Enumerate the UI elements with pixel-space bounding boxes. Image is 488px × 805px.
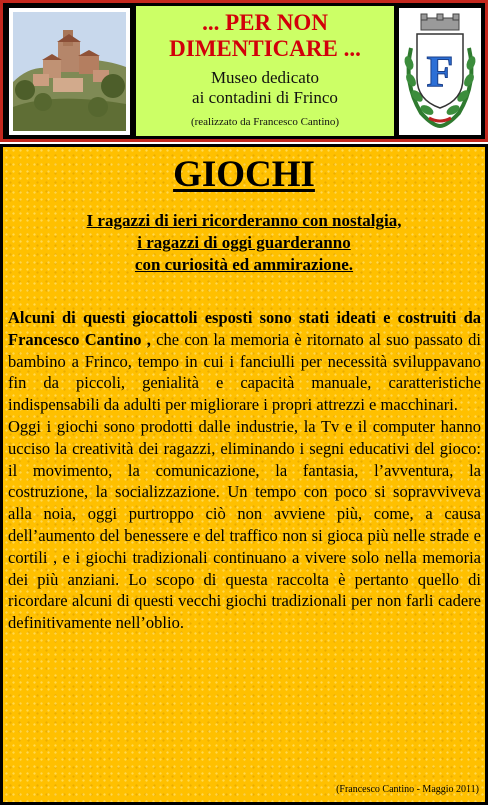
title-line-2: DIMENTICARE ... <box>169 36 361 61</box>
village-photo-drawing <box>13 12 126 131</box>
intro-line-1: I ragazzi di ieri ricorderanno con nostalgia, <box>86 211 402 230</box>
title-line-1: ... PER NON <box>202 10 328 35</box>
header-inner <box>3 3 485 139</box>
paragraph-2: Oggi i giochi sono prodotti dalle industrie, la Tv e il computer hanno ucciso la creatività dei ragazzi, eliminando i segni educativi del gioco: il movimento, la comunicazione, la fantasia, l’avventura, la costruzione, la socializzazione. Un tempo con poco si sopravviveva alla noia, oggi purtroppo ciò non avviene più, come, a causa dell’aumento del benessere e del traffico non si gioca più nelle strade e cortili , e i giochi tradizionali continuano a vivere solo nella memoria dei più anziani. Lo scopo di questa raccolta è pertanto quello di ricordare alcuni di questi vecchi giochi tradizionali per non farli cadere definitivamente nell’oblio. <box>8 416 481 633</box>
intro-line-3: con curiosità ed ammirazione. <box>134 255 354 274</box>
header-banner <box>0 0 488 142</box>
museum-title <box>136 10 394 62</box>
crest-letter: F <box>426 47 454 96</box>
paragraph-1 <box>8 307 481 416</box>
signature: (Francesco Cantino - Maggio 2011) <box>336 784 479 795</box>
coat-of-arms-icon <box>399 8 481 135</box>
body-text <box>8 307 481 634</box>
page-heading: GIOCHI <box>173 154 315 195</box>
paragraph-1-rest: che con la memoria è ritornato al suo passato di bambino a Frinco, tempo in cui i fanciulli per necessità sviluppavano fin da piccoli, genialità e capacità manuale, caratteristiche indispensabili da adulti per migliorare i propri attrezzi e macchinari. <box>8 329 481 415</box>
content-panel <box>0 144 488 805</box>
subtitle-line-1: Museo dedicato <box>210 68 320 87</box>
intro-text <box>3 210 485 276</box>
museum-subtitle <box>136 68 394 108</box>
village-photo <box>13 12 126 131</box>
intro-line-2: i ragazzi di oggi guarderanno <box>137 233 351 252</box>
content-panel-inner <box>3 147 485 802</box>
coat-of-arms-frame <box>399 8 481 135</box>
subtitle-line-2: ai contadini di Frinco <box>192 88 338 107</box>
museum-credit: (realizzato da Francesco Cantino) <box>190 116 340 128</box>
title-box <box>136 6 394 136</box>
village-photo-frame <box>9 8 130 135</box>
lead-bold-text: Alcuni di questi giocattoli esposti sono stati ideati e costruiti da Francesco Cantino , <box>8 308 481 349</box>
